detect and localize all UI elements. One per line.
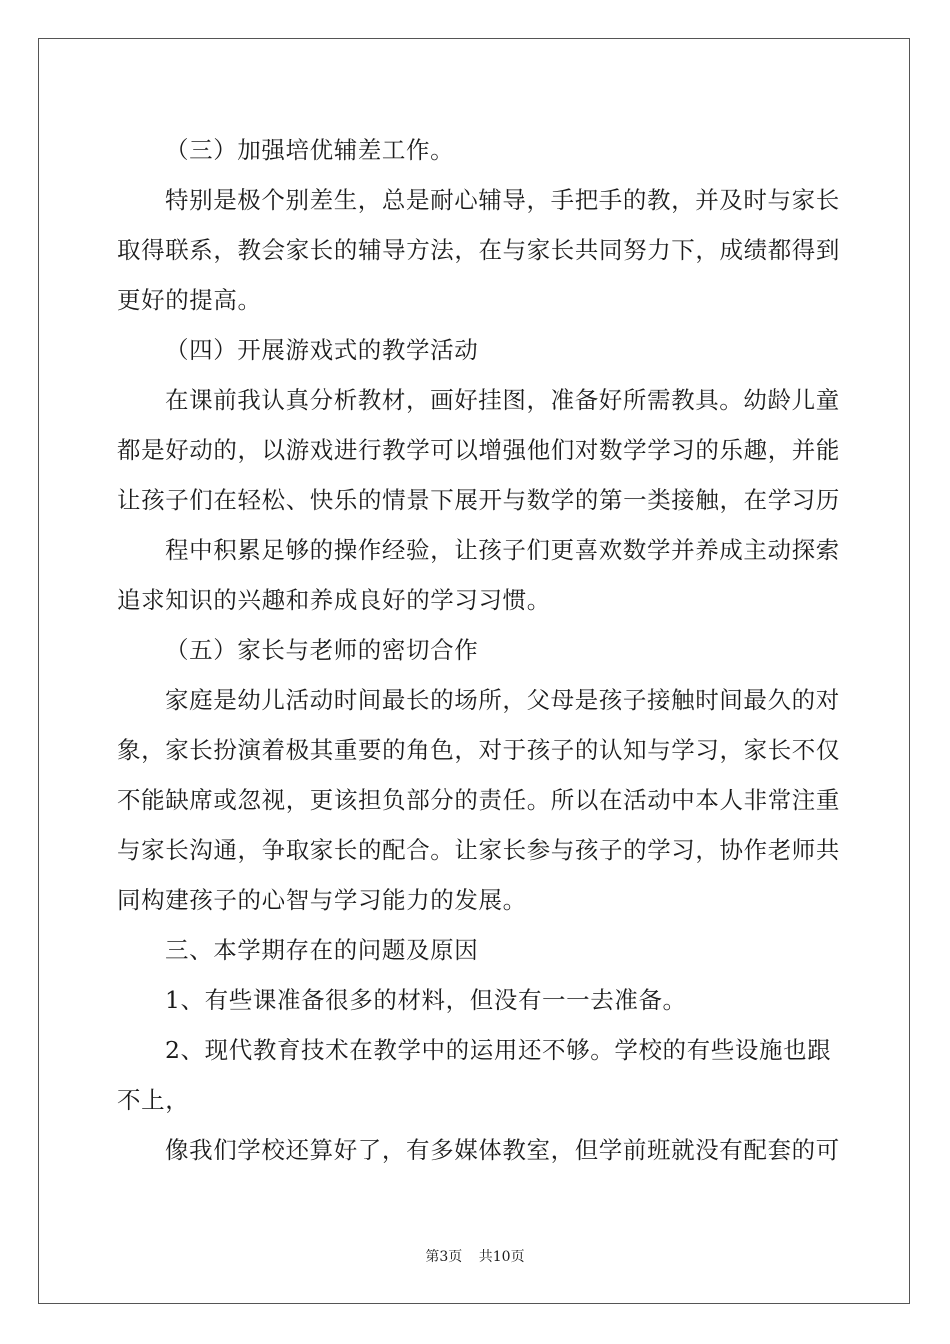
text-line: 像我们学校还算好了，有多媒体教室，但学前班就没有配套的可 [165,1136,840,1164]
text-line: 家庭是幼儿活动时间最长的场所，父母是孩子接触时间最久的对 [165,686,840,714]
document-body [117,125,840,1175]
text-line: 追求知识的兴趣和养成良好的学习习惯。 [117,586,551,614]
text-line: 更好的提高。 [117,286,262,314]
text-line: 程中积累足够的操作经验，让孩子们更喜欢数学并养成主动探索 [165,536,840,564]
text-line: 2、现代教育技术在教学中的运用还不够。学校的有些设施也跟 [165,1036,832,1064]
text-line: 特别是极个别差生，总是耐心辅导，手把手的教，并及时与家长 [165,186,840,214]
text-line: 不能缺席或忽视，更该担负部分的责任。所以在活动中本人非常注重 [117,786,840,814]
text-line: 取得联系，教会家长的辅导方法，在与家长共同努力下，成绩都得到 [117,236,840,264]
text-line: 三、本学期存在的问题及原因 [165,936,479,964]
text-line: 与家长沟通，争取家长的配合。让家长参与孩子的学习，协作老师共 [117,836,840,864]
text-line: 都是好动的，以游戏进行教学可以增强他们对数学学习的乐趣，并能 [117,436,840,464]
text-line: （三）加强培优辅差工作。 [165,136,455,164]
text-line: 1、有些课准备很多的材料，但没有一一去准备。 [165,986,687,1014]
page-footer [0,1248,950,1266]
text-line: 同构建孩子的心智与学习能力的发展。 [117,886,527,914]
text-line: （四）开展游戏式的教学活动 [165,336,479,364]
text-line: （五）家长与老师的密切合作 [165,636,479,664]
text-line: 象，家长扮演着极其重要的角色，对于孩子的认知与学习，家长不仅 [117,736,840,764]
text-line: 在课前我认真分析教材，画好挂图，准备好所需教具。幼龄儿童 [165,386,840,414]
text-line: 让孩子们在轻松、快乐的情景下展开与数学的第一类接触，在学习历 [117,486,840,514]
text-line: 不上， [117,1086,190,1114]
page-number: 第3页 [425,1249,463,1265]
page-total: 共10页 [478,1249,525,1265]
